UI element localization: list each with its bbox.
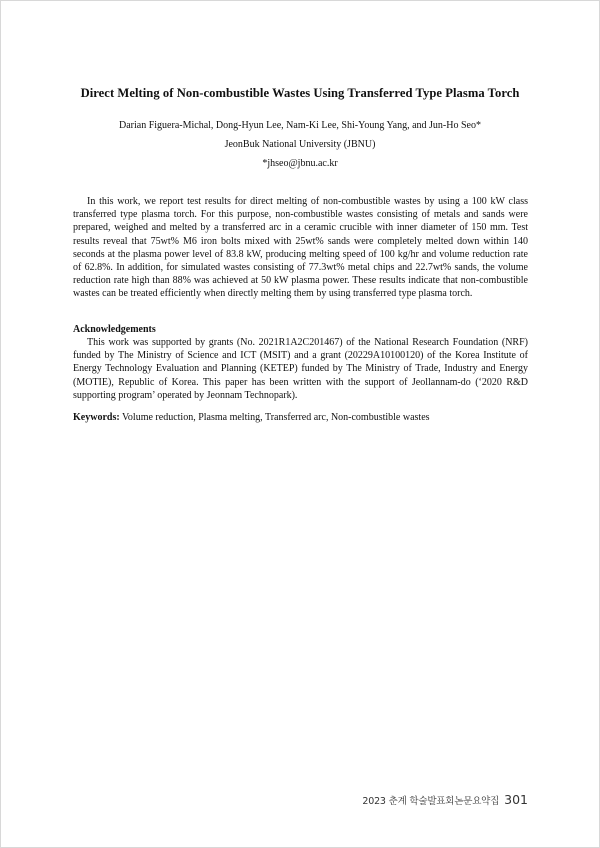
acknowledgements-heading: Acknowledgements xyxy=(73,324,156,335)
paper-title: Direct Melting of Non-combustible Wastes Using Transferred Type Plasma Torch xyxy=(80,86,520,100)
conference-name: 2023 춘계 학술발표회논문요약집 xyxy=(362,796,500,807)
keywords-label: Keywords: xyxy=(73,412,120,423)
affiliation: JeonBuk National University (JBNU) xyxy=(224,139,376,150)
author-list: Darian Figuera-Michal, Dong-Hyun Lee, Nam-Ki Lee, Shi-Young Yang, and Jun-Ho Seo* xyxy=(119,120,481,131)
abstract-paragraph: In this work, we report test results for direct melting of non-combustible wastes by using a 100 kW class transferred type plasma torch. For this purpose, non-combustible wastes consisting of metals and sands were prepared, weighed and melted by a transferred arc in a ceramic crucible with inner diameter of 150 mm. Test results reveal that 75wt% M6 iron bolts mixed with 25wt% sands were completely melted down within 140 seconds at the plasma power level of 83.8 kW, producing melting speed of 100 kg/hr and volume reduction rate of 62.8%. In addition, for simulated wastes consisting of 77.3wt% metal chips and 22.7wt% sands, the volume reduction rate high than 88% was achieved at 50 kW plasma power. These results indicate that non-combustible wastes can be treated efficiently when directly melting them by using transferred type plasma torch. xyxy=(73,196,528,300)
corresponding-email: *jhseo@jbnu.ac.kr xyxy=(262,158,338,169)
page-number: 301 xyxy=(504,792,528,807)
keywords-line xyxy=(73,412,528,423)
acknowledgements-paragraph: This work was supported by grants (No. 2021R1A2C201467) of the National Research Foundation (NRF) funded by The Ministry of Science and ICT (MSIT) and a grant (20229A10100120) of the Korea Institute of Energy Technology Evaluation and Planning (KETEP) funded by The Ministry of Trade, Industry and Energy (MOTIE), Republic of Korea. This paper has been written with the support of Jeollannam-do (‘2020 R&D supporting program’ operated by Jeonnam Technopark). xyxy=(73,337,528,401)
keywords-text: Volume reduction, Plasma melting, Transferred arc, Non-combustible wastes xyxy=(122,412,430,423)
page-footer xyxy=(362,789,528,808)
